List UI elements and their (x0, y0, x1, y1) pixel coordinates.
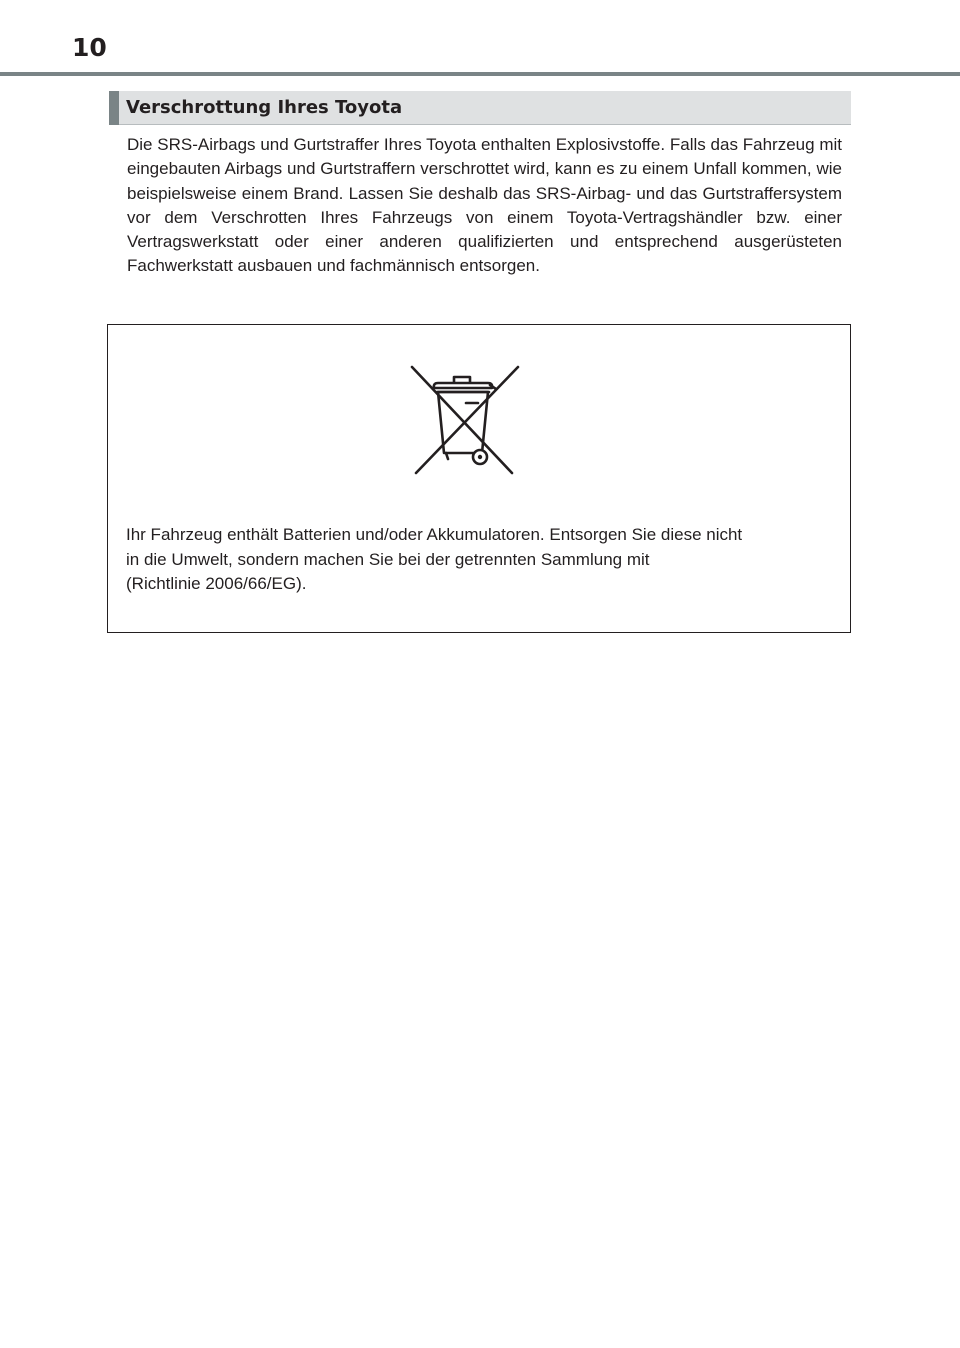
header-rule (0, 72, 960, 76)
crossed-out-wheelie-bin-icon (404, 361, 522, 479)
notice-line: (Richtlinie 2006/66/EG). (126, 574, 307, 593)
battery-disposal-notice (107, 324, 851, 633)
notice-text (126, 523, 826, 597)
page-number: 10 (72, 33, 107, 62)
section-body-text: Die SRS-Airbags und Gurtstraffer Ihres Toyota enthalten Explosivstoffe. Falls das Fahrzeug mit eingebauten Airbags und Gurtstraffern verschrottet wird, kann es zu einem Unfall kommen, wie beispielsweise einem Brand. Lassen Sie deshalb das SRS-Airbag- und das Gurtstraffersystem vor dem Verschrotten Ihres Fahrzeugs von einem Toyota-Vertragshändler bzw. einer Vertragswerkstatt oder einer anderen qualifizierten und entsprechend ausgerüsteten Fachwerkstatt ausbauen und fachmännisch entsorgen. (127, 135, 842, 276)
heading-accent-bar (109, 91, 119, 125)
notice-line: Ihr Fahrzeug enthält Batterien und/oder Akkumulatoren. Entsorgen Sie diese nicht (126, 525, 743, 544)
notice-line: in die Umwelt, sondern machen Sie bei der getrennten Sammlung mit (126, 549, 650, 569)
section-title: Verschrottung Ihres Toyota (126, 97, 403, 118)
section-heading (109, 91, 851, 125)
